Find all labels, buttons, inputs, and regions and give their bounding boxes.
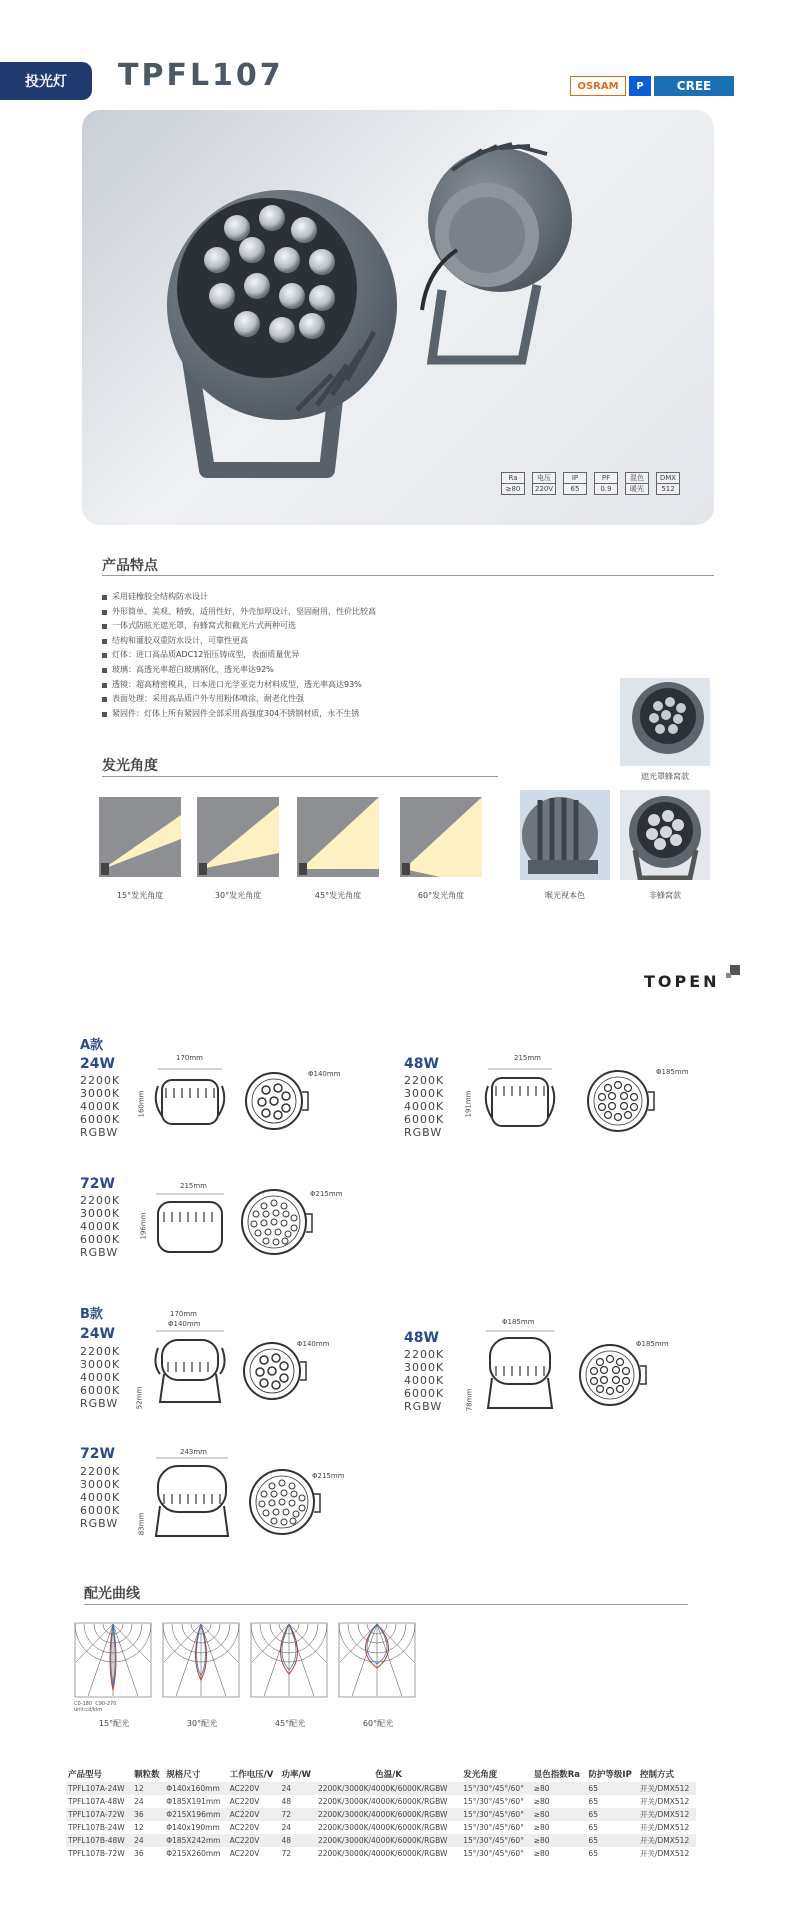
watt-label: 72W bbox=[80, 1446, 115, 1462]
spec-badges bbox=[501, 472, 680, 495]
col-header: 控制方式 bbox=[640, 1770, 675, 1780]
natural-color-photo bbox=[520, 790, 610, 880]
col-header: 功率/W bbox=[281, 1770, 312, 1780]
dim-width: 243mm bbox=[180, 1448, 207, 1456]
watt-label: 24W bbox=[80, 1326, 115, 1342]
polar-curve-60 bbox=[338, 1622, 418, 1698]
front-view-drawing bbox=[238, 1068, 314, 1134]
table-row: TPFL107A-48W 24 Φ185X191mm AC220V 48 2200K/3000K/4000K/6000K/RGBW 15°/30°/45°/60° ≥80 65 开关/DMX512 bbox=[68, 1797, 690, 1806]
beam-rule bbox=[102, 776, 498, 777]
table-row: TPFL107B-24W 12 Φ140x190mm AC220V 24 2200K/3000K/4000K/6000K/RGBW 15°/30°/45°/60° ≥80 65 开关/DMX512 bbox=[68, 1823, 690, 1832]
spec-badge: IP 65 bbox=[563, 472, 587, 495]
col-header: 防护等级IP bbox=[588, 1770, 632, 1780]
feature-item: 玻璃：高透光率超白玻璃钢化，透光率达92% bbox=[102, 663, 376, 678]
col-header: 颗粒数 bbox=[134, 1770, 160, 1780]
watt-label: 48W bbox=[404, 1330, 439, 1346]
polar-curve-30 bbox=[162, 1622, 242, 1698]
spec-badge: DMX 512 bbox=[656, 472, 680, 495]
beam-30-diagram bbox=[197, 797, 279, 877]
feature-item: 结构和灌胶双重防水设计，可靠性更高 bbox=[102, 634, 376, 649]
col-header: 规格尺寸 bbox=[166, 1770, 201, 1780]
beam-caption: 45°发光角度 bbox=[314, 891, 362, 900]
dim-width: Φ185mm bbox=[502, 1318, 535, 1326]
non-honeycomb-photo bbox=[620, 790, 710, 880]
photo-caption: 喉光视本色 bbox=[545, 891, 585, 900]
color-temps: 2200K 3000K 4000K 6000K RGBW bbox=[404, 1074, 445, 1139]
dim-height: 78mm bbox=[465, 1388, 474, 1412]
floodlight-illustration bbox=[82, 110, 714, 525]
curve-caption: 60°配光 bbox=[362, 1719, 394, 1728]
front-view-drawing bbox=[582, 1066, 658, 1136]
curves-title: 配光曲线 bbox=[84, 1586, 140, 1602]
topen-mark-icon bbox=[726, 964, 740, 978]
curve-legend: C0-180 C90-270 unit:cd/klm bbox=[74, 1701, 117, 1713]
variant-b-title: B款 bbox=[80, 1307, 103, 1322]
features-list bbox=[102, 590, 376, 721]
dim-height: 52mm bbox=[135, 1386, 144, 1410]
color-temps: 2200K 3000K 4000K 6000K RGBW bbox=[80, 1345, 121, 1410]
beam-caption: 15°发光角度 bbox=[116, 891, 164, 900]
spec-badge: 混色 暖光 bbox=[625, 472, 649, 495]
cree-logo: CREE bbox=[654, 76, 734, 96]
category-label: 投光灯 bbox=[25, 74, 67, 90]
table-header-row bbox=[66, 1766, 696, 1782]
dim-diameter: Φ185mm bbox=[656, 1068, 689, 1076]
features-rule bbox=[102, 575, 714, 576]
topen-logo: TOPEN bbox=[644, 972, 720, 991]
dim-width: 215mm bbox=[180, 1182, 207, 1190]
watt-label: 48W bbox=[404, 1056, 439, 1072]
color-temps: 2200K 3000K 4000K 6000K RGBW bbox=[80, 1194, 121, 1259]
dim-height: 191mm bbox=[464, 1090, 473, 1118]
color-temps: 2200K 3000K 4000K 6000K RGBW bbox=[404, 1348, 445, 1413]
color-temps: 2200K 3000K 4000K 6000K RGBW bbox=[80, 1465, 121, 1530]
polar-curve-45 bbox=[250, 1622, 330, 1698]
spec-badge: PF 0.9 bbox=[594, 472, 618, 495]
col-header: 发光角度 bbox=[463, 1770, 498, 1780]
honeycomb-photo bbox=[620, 678, 710, 766]
hero-image bbox=[82, 110, 714, 525]
table-row: TPFL107B-72W 36 Φ215X260mm AC220V 72 2200K/3000K/4000K/6000K/RGBW 15°/30°/45°/60° ≥80 65 开关/DMX512 bbox=[68, 1849, 690, 1858]
feature-item: 一体式防眩光遮光罩，有蜂窝式和截光片式两种可选 bbox=[102, 619, 376, 634]
beam-60-diagram bbox=[400, 797, 482, 877]
model-title: TPFL107 bbox=[118, 58, 284, 93]
photo-caption: 遮光罩蜂窝款 bbox=[641, 772, 689, 781]
col-header: 色温/K bbox=[375, 1770, 402, 1780]
curves-rule bbox=[84, 1604, 688, 1605]
front-view-drawing bbox=[246, 1466, 322, 1538]
beam-caption: 60°发光角度 bbox=[417, 891, 465, 900]
philips-logo: P bbox=[629, 76, 651, 96]
photo-caption: 非蜂窝款 bbox=[649, 891, 681, 900]
spec-badge: 电压 220V bbox=[532, 472, 556, 495]
spec-table bbox=[66, 1766, 696, 1860]
brand-logos bbox=[570, 76, 734, 96]
dim-width: 170mm bbox=[176, 1054, 203, 1062]
feature-item: 透镜：超高精密模具，日本进口光学亚克力材料成型，透光率高达93% bbox=[102, 678, 376, 693]
feature-item: 紧固件：灯体上所有紧固件全部采用高强度304不锈钢材质，永不生锈 bbox=[102, 707, 376, 722]
beam-title: 发光角度 bbox=[102, 758, 158, 774]
spec-badge: Ra ≥80 bbox=[501, 472, 525, 495]
dim-height: 196mm bbox=[139, 1212, 148, 1240]
curve-caption: 45°配光 bbox=[274, 1719, 306, 1728]
table-row: TPFL107B-48W 24 Φ185X242mm AC220V 48 2200K/3000K/4000K/6000K/RGBW 15°/30°/45°/60° ≥80 65 开关/DMX512 bbox=[66, 1834, 696, 1847]
side-view-drawing bbox=[150, 1330, 230, 1410]
polar-curve-15 bbox=[74, 1622, 154, 1698]
table-row: TPFL107A-72W 36 Φ215X196mm AC220V 72 2200K/3000K/4000K/6000K/RGBW 15°/30°/45°/60° ≥80 65 开关/DMX512 bbox=[66, 1808, 696, 1821]
feature-item: 表面处理：采用高品质户外专用粉体喷涂，耐老化性强 bbox=[102, 692, 376, 707]
feature-item: 外形简单、美观、精致，适用性好，外壳加厚设计，坚固耐用，性价比较高 bbox=[102, 605, 376, 620]
side-view-drawing bbox=[480, 1330, 560, 1414]
beam-caption: 30°发光角度 bbox=[214, 891, 262, 900]
color-temps: 2200K 3000K 4000K 6000K RGBW bbox=[80, 1074, 121, 1139]
table-row: TPFL107A-24W 12 Φ140x160mm AC220V 24 2200K/3000K/4000K/6000K/RGBW 15°/30°/45°/60° ≥80 65 开关/DMX512 bbox=[66, 1782, 696, 1795]
beam-45-diagram bbox=[297, 797, 379, 877]
front-view-drawing bbox=[238, 1186, 314, 1258]
dim-height: 160mm bbox=[137, 1090, 146, 1118]
dim-diameter: Φ140mm bbox=[297, 1340, 330, 1348]
side-view-drawing bbox=[480, 1066, 560, 1136]
dim-height: 83mm bbox=[137, 1512, 146, 1536]
dim-diameter: Φ215mm bbox=[312, 1472, 345, 1480]
dim-width: 170mm bbox=[170, 1310, 197, 1318]
category-tag bbox=[0, 62, 92, 100]
front-view-drawing bbox=[236, 1338, 312, 1404]
feature-item: 灯体：进口高品质ADC12铝压铸成型，表面质量优异 bbox=[102, 648, 376, 663]
watt-label: 24W bbox=[80, 1056, 115, 1072]
features-title: 产品特点 bbox=[102, 558, 158, 574]
front-view-drawing bbox=[574, 1340, 650, 1410]
osram-logo: OSRAM bbox=[570, 76, 626, 96]
col-header: 显色指数Ra bbox=[533, 1770, 580, 1780]
feature-item: 采用硅橡胶全结构防水设计 bbox=[102, 590, 376, 605]
curve-caption: 15°配光 bbox=[98, 1719, 130, 1728]
dim-diameter: Φ185mm bbox=[636, 1340, 669, 1348]
col-header: 产品型号 bbox=[68, 1770, 103, 1780]
side-view-drawing bbox=[150, 1066, 230, 1136]
dim-diameter: Φ140mm bbox=[308, 1070, 341, 1078]
side-view-drawing bbox=[152, 1192, 228, 1260]
dim-width: 215mm bbox=[514, 1054, 541, 1062]
dim-width-inner: Φ140mm bbox=[168, 1320, 201, 1328]
variant-a-title: A款 bbox=[80, 1038, 104, 1053]
watt-label: 72W bbox=[80, 1176, 115, 1192]
dim-diameter: Φ215mm bbox=[310, 1190, 343, 1198]
col-header: 工作电压/V bbox=[229, 1770, 274, 1780]
beam-15-diagram bbox=[99, 797, 181, 877]
curve-caption: 30°配光 bbox=[186, 1719, 218, 1728]
side-view-drawing bbox=[150, 1456, 234, 1542]
